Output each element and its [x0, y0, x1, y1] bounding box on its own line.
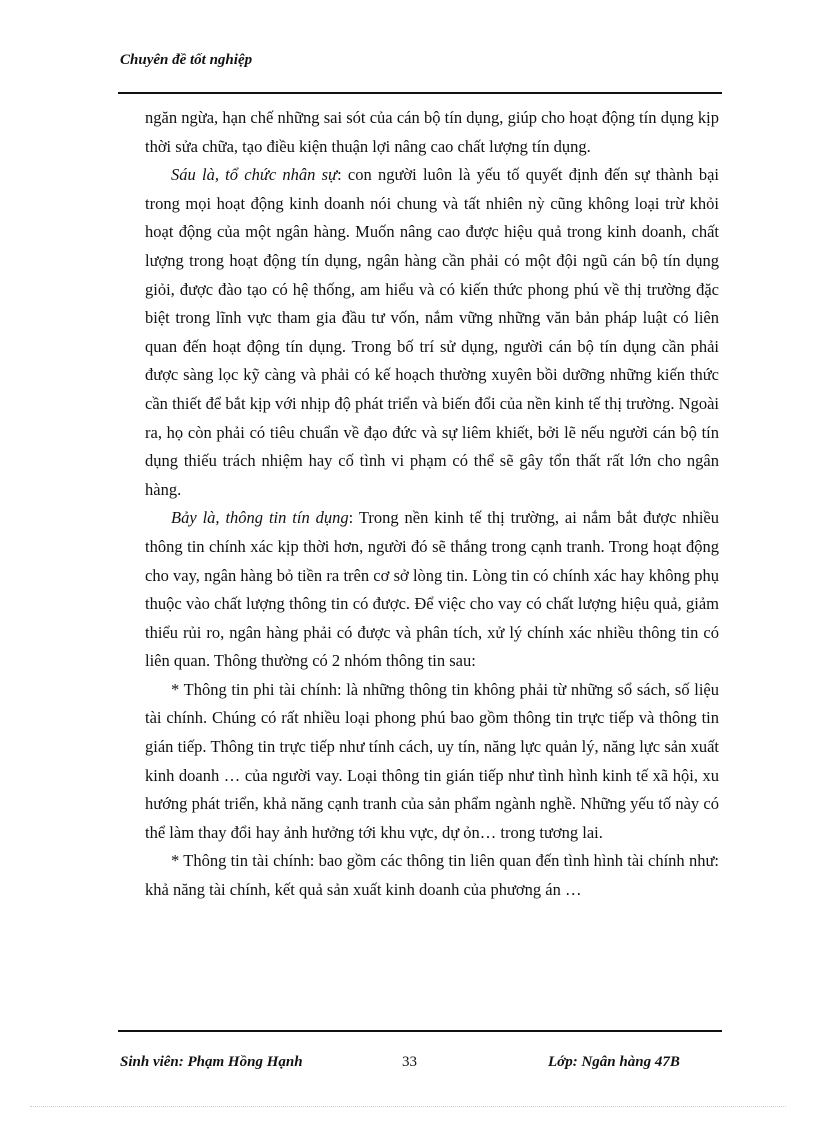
paragraph-2-text: : con người luôn là yếu tố quyết định đến sự thành bại trong mọi hoạt động kinh doanh nói chung và tất nhiên nỳ cũng không loại trừ khỏi hoạt động của một ngân hàng. Muốn nâng cao được hiệu quả trong kinh doanh, chất lượng trong hoạt động tín dụng, ngân hàng cần phải có một đội ngũ cán bộ tín dụng giỏi, được đào tạo có hệ thống, am hiểu và có kiến thức phong phú về thị trường đặc biệt trong lĩnh vực tham gia đầu tư vốn, nắm vững những văn bản pháp luật có liên quan đến hoạt động tín dụng. Trong bố trí sử dụng, người cán bộ tín dụng cần phải được sàng lọc kỹ càng và phải có kế hoạch thường xuyên bồi dưỡng những kiến thức cần thiết để bắt kịp với nhịp độ phát triển và biến đổi của nền kinh tế thị trường. Ngoài ra, họ còn phải có tiêu chuẩn về đạo đức và sự liêm khiết, bởi lẽ nếu người cán bộ tín dụng thiếu trách nhiệm hay cố tình vi phạm có thể sẽ gây tổn thất rất lớn cho ngân hàng. — [145, 165, 719, 499]
footer-rule — [118, 1030, 722, 1032]
header-title: Chuyên đề tốt nghiệp — [120, 52, 253, 68]
paragraph-2-lead: Sáu là, tổ chức nhân sự — [171, 165, 338, 185]
paragraph-5: * Thông tin tài chính: bao gồm các thông tin liên quan đến tình hình tài chính như: khả năng tài chính, kết quả sản xuất kinh doanh của phương án … — [145, 851, 719, 900]
paragraph-4: * Thông tin phi tài chính: là những thông tin không phải từ những sổ sách, số liệu tài chính. Chúng có rất nhiều loại phong phú bao gồm thông tin trực tiếp và thông tin gián tiếp. Thông tin trực tiếp như tính cách, uy tín, năng lực quản lý, năng lực sản xuất kinh doanh … của người vay. Loại thông tin gián tiếp như tình hình kinh tế xã hội, xu hướng phát triển, khả năng cạnh tranh của sản phẩm ngành nghề. Những yếu tố này có thể làm thay đổi hay ảnh hưởng tới khu vực, dự ỏn… trong tương lai. — [145, 679, 719, 842]
body-text — [145, 104, 719, 905]
footer-student: Sinh viên: Phạm Hồng Hạnh — [120, 1054, 303, 1070]
paragraph-2 — [145, 161, 719, 504]
paragraph-1: ngăn ngừa, hạn chế những sai sót của cán bộ tín dụng, giúp cho hoạt động tín dụng kịp thời sửa chữa, tạo điều kiện thuận lợi nâng cao chất lượng tín dụng. — [145, 108, 719, 156]
paragraph-3-text: : Trong nền kinh tế thị trường, ai nắm bắt được nhiều thông tin chính xác kịp thời hơn, người đó sẽ thắng trong cạnh tranh. Trong hoạt động cho vay, ngân hàng bỏ tiền ra trên cơ sở lòng tin. Lòng tin có chính xác hay không phụ thuộc vào chất lượng thông tin có được. Để việc cho vay có chất lượng hiệu quả, giảm thiểu rủi ro, ngân hàng phải có được và phân tích, xử lý chính xác nhiều thông tin có liên quan. Thông thường có 2 nhóm thông tin sau: — [145, 508, 719, 671]
footer-class: Lớp: Ngân hàng 47B — [548, 1054, 680, 1070]
paragraph-3 — [145, 504, 719, 676]
header-rule — [118, 92, 722, 94]
footer-page-number: 33 — [402, 1054, 417, 1070]
paragraph-3-lead: Bảy là, thông tin tín dụng — [171, 508, 349, 528]
page-bottom-divider — [30, 1106, 786, 1107]
